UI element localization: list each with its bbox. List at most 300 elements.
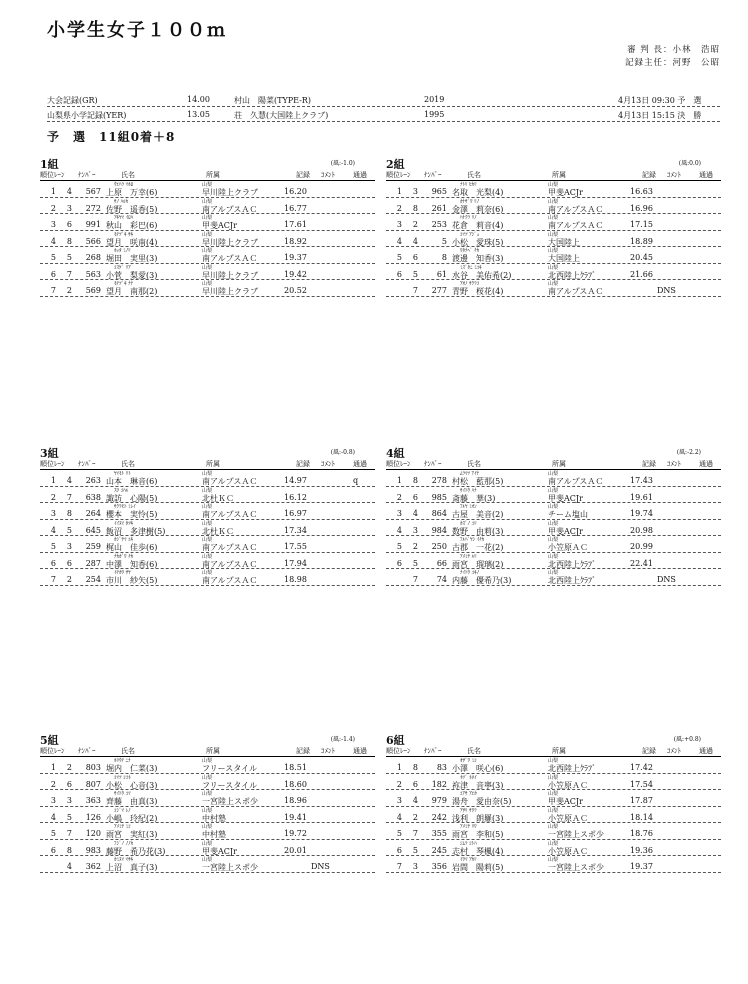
result-row [40,280,375,297]
bib-cell: 363 [85,796,101,805]
lane-cell: 3 [412,187,418,196]
athlete-prefecture: 山梨 [202,520,213,527]
athlete-name: 上原 万幸(6) [106,188,158,197]
athlete-kana: ﾎｯﾀ ﾐﾉﾘ [114,248,131,254]
column-header-bib: ﾅﾝﾊﾞｰ [78,460,96,468]
column-header-club: 所属 [552,747,566,755]
time-cell: 18.51 [284,763,307,772]
result-row [40,569,375,586]
time-cell: 21.66 [630,269,653,279]
time-cell: 17.15 [630,220,653,229]
time-cell: 16.97 [284,509,307,518]
bib-cell: 5 [441,236,447,246]
club-cell: 一宮陸上スポ少 [202,797,258,806]
place-cell: 2 [396,203,402,213]
athlete-kana: ｽﾜ ｺﾊﾙ [114,487,129,494]
athlete-kana: ｻﾉ ﾊﾙｶ [114,198,129,205]
bib-cell: 984 [431,525,447,535]
athlete-prefecture: 山梨 [202,471,213,477]
club-cell: 小笠原ＡＣ [548,813,588,823]
place-cell: 6 [50,269,56,279]
club-cell: 甲斐ACJr [548,797,583,806]
bib-cell: 362 [85,862,101,871]
result-row [386,840,721,857]
column-header-time: 記録 [642,460,656,468]
athlete-kana: ｶｽﾞﾉ ﾕﾘ [460,520,477,527]
athlete-name: 齊藤 由真(3) [106,797,158,806]
lane-cell: 4 [412,236,418,246]
wind-reading: (風:-1.4) [330,736,355,743]
club-cell: 南アルプスＡＣ [548,477,604,486]
athlete-prefecture: 山梨 [548,791,559,797]
athlete-name: 古郡 一花(2) [452,543,504,552]
lane-cell: 7 [66,829,72,838]
athlete-name: 望月 南那(2) [106,287,158,296]
club-cell: 南アルプスＡＣ [202,204,258,214]
time-cell: 17.94 [284,558,307,568]
athlete-prefecture: 山梨 [202,248,213,254]
result-row [40,198,375,215]
column-header-adv: 通過 [353,171,367,179]
place-cell: 3 [50,509,56,518]
place-cell: 5 [50,829,56,838]
time-cell: 19.74 [630,509,653,518]
athlete-kana: ﾓﾁﾂﾞｷ ﾅﾅ [114,281,134,287]
athlete-kana: ﾌｼﾞﾉ ﾉﾉｶ [114,840,134,847]
bib-cell: 253 [431,220,447,229]
athlete-kana: ｺﾏﾂ ｺｺﾈ [114,774,131,781]
place-cell: 7 [50,575,56,584]
lane-cell: 8 [66,236,72,246]
bib-cell: 645 [85,525,101,535]
heat-header [40,732,375,746]
athlete-kana: ｲﾁｶﾜ ｻﾔ [114,570,131,576]
column-header-comment: ｺﾒﾝﾄ [667,171,681,179]
column-header-club: 所属 [552,460,566,468]
lane-cell: 8 [66,845,72,855]
lane-cell: 8 [412,203,418,213]
athlete-name: 藤野 希乃花(3) [106,846,166,856]
record-holder: 荘 久慧(大国陸上クラブ) [234,111,329,120]
athlete-prefecture: 山梨 [202,231,213,238]
athlete-name: 小澤 咲心(6) [452,764,504,773]
lane-cell: 7 [412,829,418,838]
athlete-prefecture: 山梨 [548,840,559,847]
athlete-name: 上沼 真子(3) [106,863,158,872]
athlete-name: 佐野 遥香(5) [106,204,158,214]
column-header-time: 記録 [296,747,310,755]
record-label: 大会記録(GR) [47,96,98,105]
athlete-name: 小嶋 玲紀(2) [106,813,158,823]
athlete-prefecture: 山梨 [202,198,213,205]
club-cell: 北杜ＫＣ [202,526,234,536]
result-row [40,181,375,198]
club-cell: 早川陸上クラブ [202,237,258,247]
athlete-prefecture: 山梨 [548,504,559,510]
athlete-kana: ﾌﾙﾊﾞﾔｼ ｲﾁｶ [460,537,485,543]
athlete-prefecture: 山梨 [202,774,213,781]
athlete-kana: ｶﾅｻﾞﾜ ﾘﾉ [460,198,480,205]
column-header-row [40,459,375,470]
bib-cell: 268 [85,253,101,262]
athlete-prefecture: 山梨 [202,504,213,510]
result-row [386,181,721,198]
lane-cell: 2 [412,812,418,822]
place-cell: 3 [50,796,56,805]
wind-reading: (風:+0.8) [673,736,701,743]
athlete-prefecture: 山梨 [548,487,559,494]
place-cell: 4 [396,525,402,535]
club-cell: 甲斐ACJr [202,221,237,230]
lane-cell: 3 [412,525,418,535]
column-header-place: 順位 [40,171,54,179]
column-header-club: 所属 [206,460,220,468]
result-row [40,823,375,840]
bib-cell: 567 [85,187,101,196]
result-row [40,487,375,504]
column-header-lane: ﾚｰﾝ [54,460,65,468]
column-header-bib: ﾅﾝﾊﾞｰ [424,171,442,179]
heat-name: 4組 [386,447,405,460]
athlete-name: 祢津 音寧(3) [452,780,504,790]
result-row [40,470,375,487]
record-year: 2019 [424,95,445,104]
time-cell: 22.41 [630,558,653,568]
heat-name: 1組 [40,158,59,171]
athlete-prefecture: 山梨 [202,264,213,271]
athlete-kana: ｺｼﾞﾏ ﾚﾉ [114,807,131,814]
place-cell: 7 [396,862,402,871]
place-cell: 5 [396,542,402,551]
record-holder: 村山 陽菜(TYPE-R) [234,96,311,105]
club-cell: 南アルプスＡＣ [202,543,258,552]
result-row [386,520,721,537]
athlete-prefecture: 山梨 [202,758,213,764]
club-cell: 早川陸上クラブ [202,270,258,280]
result-row [386,553,721,570]
result-row [40,840,375,857]
athlete-prefecture: 山梨 [548,537,559,543]
record-label: 山梨県小学記録(YER) [47,111,127,120]
place-cell: 5 [396,253,402,262]
heat-2 [386,156,721,297]
club-cell: 大国陸上 [548,237,580,247]
lane-cell: 5 [66,253,72,262]
result-row [40,520,375,537]
club-cell: 南アルプスＡＣ [202,510,258,519]
bib-cell: 272 [85,203,101,213]
result-row [386,823,721,840]
column-header-comment: ｺﾒﾝﾄ [667,460,681,468]
time-cell: 18.92 [284,236,307,246]
column-header-time: 記録 [642,171,656,179]
place-cell: 4 [50,236,56,246]
bib-cell: 563 [85,269,101,279]
athlete-kana: ﾑﾗﾏﾂ ｱｲﾅ [460,471,480,477]
bib-cell: 126 [85,812,101,822]
lane-cell: 8 [412,476,418,485]
record-divider [47,121,720,122]
result-row [40,757,375,774]
time-cell: 18.89 [630,236,653,246]
athlete-name: 古屋 美音(2) [452,510,504,519]
club-cell: 北西陸上ｸﾗﾌﾞ [548,559,596,569]
lane-cell: 6 [412,779,418,789]
time-cell: 20.99 [630,542,653,551]
club-cell: 南アルプスＡＣ [548,204,604,214]
time-cell: 17.43 [630,476,653,485]
record-time: 13.05 [187,110,210,119]
club-cell: 北西陸上ｸﾗﾌﾞ [548,576,596,585]
result-row [386,487,721,504]
result-row [386,569,721,586]
column-header-adv: 通過 [699,747,713,755]
club-cell: 小笠原ＡＣ [548,846,588,856]
column-header-adv: 通過 [699,171,713,179]
athlete-name: 数野 由莉(3) [452,526,504,536]
athlete-prefecture: 山梨 [202,840,213,847]
column-header-name: 氏名 [121,460,135,468]
result-row [40,790,375,807]
athlete-kana: ﾌﾙﾔ ﾐｵﾝ [460,504,477,510]
athlete-name: 浅利 朗羅(3) [452,813,504,823]
athlete-name: 秋山 彩巴(6) [106,221,158,230]
result-row [386,280,721,297]
time-cell: 19.41 [284,812,307,822]
record-when: 4月13日 15:15 決 勝 [618,111,702,120]
athlete-kana: ﾓﾁﾂﾞｷ ｻｷ [114,231,134,238]
heat-name: 2組 [386,158,405,171]
lane-cell: 5 [412,845,418,855]
athlete-kana: ｻｲﾄｳ ﾕﾏ [114,791,131,797]
heat-header [40,445,375,459]
column-header-bib: ﾅﾝﾊﾞｰ [78,171,96,179]
record-time: 14.00 [187,95,210,104]
wind-reading: (風:-2.2) [676,449,701,456]
club-cell: 一宮陸上スポ少 [548,830,604,839]
athlete-name: 山本 琳音(6) [106,477,158,486]
time-cell: 16.63 [630,187,653,196]
time-cell: 16.96 [630,203,653,213]
column-header-comment: ｺﾒﾝﾄ [321,460,335,468]
club-cell: 早川陸上クラブ [202,188,258,197]
column-header-place: 順位 [386,460,400,468]
club-cell: 南アルプスＡＣ [202,254,258,263]
heat-name: 3組 [40,447,59,460]
athlete-name: 市川 紗矢(5) [106,576,158,585]
athlete-name: 志村 琴楓(4) [452,846,504,856]
athlete-prefecture: 山梨 [548,553,559,560]
athlete-prefecture: 山梨 [548,807,559,814]
result-row [386,198,721,215]
place-cell: 1 [50,187,56,196]
athlete-name: 内藤 優希乃(3) [452,576,512,585]
bib-cell: 245 [431,845,447,855]
result-row [40,214,375,231]
result-row [386,757,721,774]
athlete-name: 望月 咲南(4) [106,237,158,247]
column-header-club: 所属 [552,171,566,179]
place-cell: 2 [396,779,402,789]
athlete-name: 小松 愛珠(5) [452,237,504,247]
athlete-name: 花倉 莉音(4) [452,221,504,230]
athlete-prefecture: 山梨 [202,570,213,576]
column-header-row [386,746,721,757]
column-header-time: 記録 [642,747,656,755]
column-header-row [386,170,721,181]
bib-cell: 355 [431,829,447,838]
column-header-bib: ﾅﾝﾊﾞｰ [78,747,96,755]
place-cell: 6 [396,269,402,279]
heat-header [386,156,721,170]
athlete-kana: ｱﾒﾐﾔ ﾐｺ [114,824,131,830]
athlete-name: 雨宮 李和(5) [452,830,504,839]
column-header-club: 所属 [206,171,220,179]
lane-cell: 5 [66,812,72,822]
club-cell: 南アルプスＡＣ [202,576,258,585]
athlete-kana: ﾜﾀﾅﾍﾞ ﾁｶ [460,248,480,254]
result-row [386,503,721,520]
place-cell: 3 [396,220,402,229]
bib-cell: 803 [85,763,101,772]
time-cell: 20.01 [284,845,307,855]
column-header-lane: ﾚｰﾝ [400,747,411,755]
club-cell: フリースタイル [202,780,258,790]
lane-cell: 6 [66,779,72,789]
time-cell: 18.96 [284,796,307,805]
time-cell: 17.34 [284,525,307,535]
club-cell: 甲斐ACJr [202,846,237,856]
club-cell: 中村塾 [202,813,226,823]
place-cell: 4 [50,525,56,535]
place-cell: 5 [50,542,56,551]
time-cell: 14.97 [284,476,307,485]
column-header-comment: ｺﾒﾝﾄ [321,747,335,755]
place-cell: 4 [396,236,402,246]
athlete-kana: ﾅｲﾄｳ ﾕｷﾉ [460,570,480,576]
heat-3 [40,445,375,586]
time-cell: 18.98 [284,575,307,584]
club-cell: 早川陸上クラブ [202,287,258,296]
column-header-comment: ｺﾒﾝﾄ [667,747,681,755]
athlete-kana: ｲｲﾇﾏ ﾀﾂｷ [114,520,134,527]
athlete-name: 堀田 実里(3) [106,254,158,263]
athlete-kana: ﾐｽﾞﾀﾆ ﾐﾕｷ [460,264,482,271]
lane-cell: 4 [66,187,72,196]
result-row [40,231,375,248]
athlete-kana: ｳｴﾊﾗ ﾏﾎﾛ [114,182,134,188]
athlete-kana: ﾈﾂﾞ ﾈﾈｲ [460,774,477,781]
time-cell: 16.12 [284,492,307,502]
place-cell: 1 [396,476,402,485]
result-row [40,553,375,570]
time-cell: 19.42 [284,269,307,279]
bib-cell: 61 [436,269,447,279]
result-row [386,536,721,553]
bib-cell: 287 [85,558,101,568]
column-header-adv: 通過 [353,460,367,468]
column-header-name: 氏名 [467,747,481,755]
time-cell: 18.14 [630,812,653,822]
bib-cell: 263 [85,476,101,485]
athlete-prefecture: 山梨 [202,553,213,560]
place-cell: 4 [396,812,402,822]
athlete-prefecture: 山梨 [202,281,213,287]
place-cell: 5 [50,253,56,262]
lane-cell: 6 [412,492,418,502]
wind-reading: (風:0.0) [678,160,701,167]
heat-1 [40,156,375,297]
heat-header [40,156,375,170]
lane-cell: 2 [412,542,418,551]
time-cell: 20.52 [284,286,307,295]
bib-cell: 120 [85,829,101,838]
bib-cell: 356 [431,862,447,871]
bib-cell: 983 [85,845,101,855]
club-cell: 南アルプスＡＣ [548,221,604,230]
athlete-name: 小松 心音(3) [106,780,158,790]
place-cell: 7 [50,286,56,295]
heat-5 [40,732,375,873]
bib-cell: 182 [431,779,447,789]
lane-cell: 4 [412,509,418,518]
column-header-row [40,746,375,757]
lane-cell: 4 [66,862,72,871]
athlete-prefecture: 山梨 [202,824,213,830]
athlete-name: 湯舟 愛由奈(5) [452,797,512,806]
column-header-place: 順位 [386,171,400,179]
athlete-prefecture: 山梨 [202,857,213,863]
record-divider [47,106,720,107]
lane-cell: 8 [66,509,72,518]
lane-cell: 2 [66,763,72,772]
club-cell: 小笠原ＡＣ [548,543,588,552]
bib-cell: 985 [431,492,447,502]
column-header-bib: ﾅﾝﾊﾞｰ [424,747,442,755]
result-row [386,214,721,231]
lane-cell: 5 [412,558,418,568]
lane-cell: 4 [412,796,418,805]
result-row [386,790,721,807]
result-row [386,470,721,487]
club-cell: 南アルプスＡＣ [202,559,258,569]
lane-cell: 2 [412,220,418,229]
official-recorder: 記録主任：河野 公昭 [624,58,720,68]
column-header-time: 記録 [296,171,310,179]
club-cell: チーム塩山 [548,510,588,519]
lane-cell: 3 [412,862,418,871]
lane-cell: 2 [66,286,72,295]
heat-name: 5組 [40,734,59,747]
place-cell: 5 [396,829,402,838]
place-cell: 2 [50,203,56,213]
time-cell: 19.37 [284,253,307,262]
column-header-club: 所属 [206,747,220,755]
place-cell: 3 [396,796,402,805]
club-cell: 甲斐ACJr [548,493,583,503]
athlete-kana: ｱｻﾘ ｻﾜﾗ [460,807,477,814]
time-cell: 19.61 [630,492,653,502]
heat-4 [386,445,721,586]
result-row [386,807,721,824]
heat-header [386,732,721,746]
result-row [40,536,375,553]
athlete-prefecture: 山梨 [548,471,559,477]
column-header-place: 順位 [40,747,54,755]
athlete-prefecture: 山梨 [202,791,213,797]
club-cell: フリースタイル [202,764,258,773]
time-cell: DNS [311,862,330,871]
